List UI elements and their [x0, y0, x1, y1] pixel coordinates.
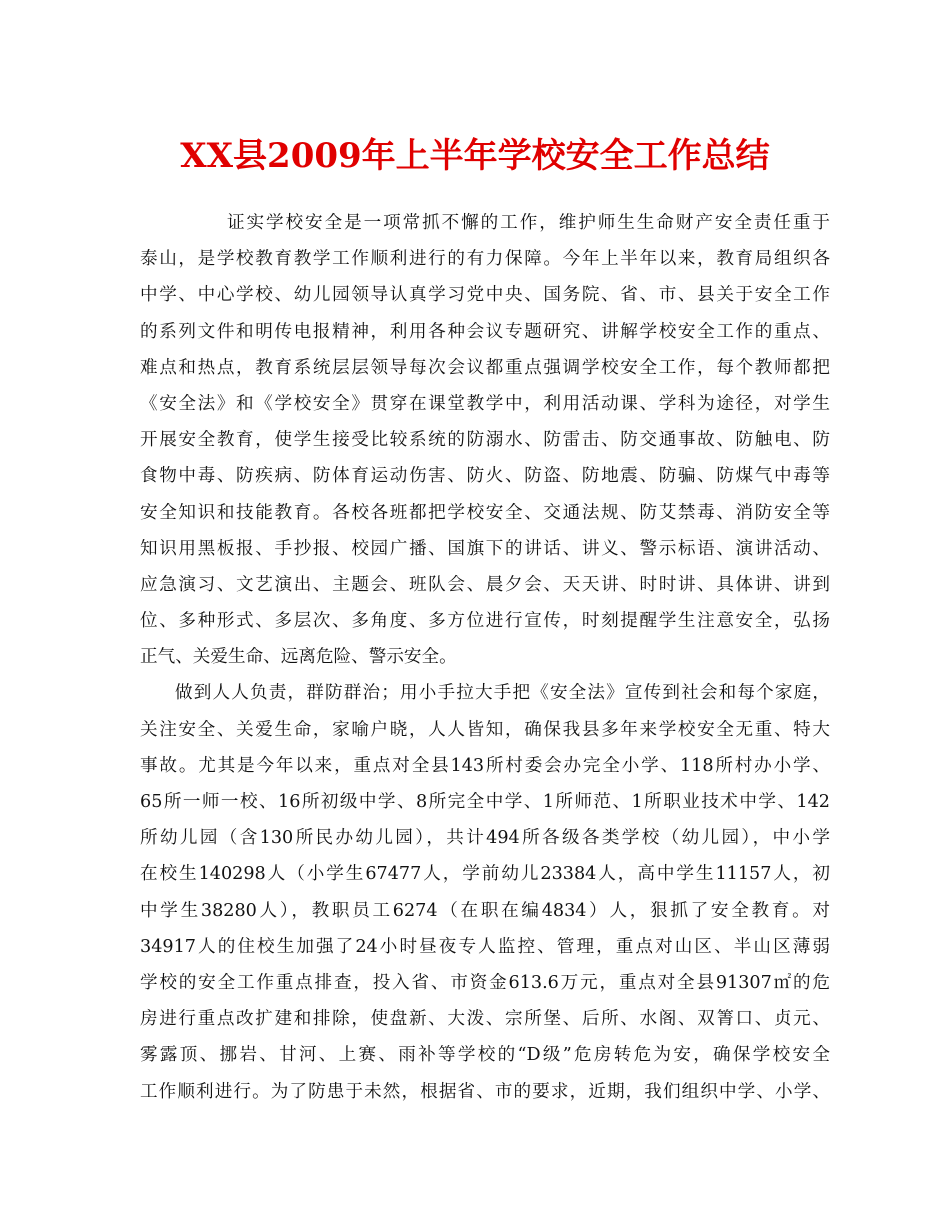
text-line: 食物中毒、防疾病、防体育运动伤害、防火、防盗、防地震、防骗、防煤气中毒等 [140, 466, 830, 487]
paragraph-1 [140, 205, 830, 675]
text-line: 34917人的住校生加强了24小时昼夜专人监控、管理，重点对山区、半山区薄弱 [140, 936, 830, 957]
text-line: 65所一师一校、16所初级中学、8所完全中学、1所师范、1所职业技术中学、142 [140, 792, 830, 812]
text-line: 学校的安全工作重点排查，投入省、市资金613.6万元，重点对全县91307㎡的危 [140, 972, 830, 993]
text-line: 事故。尤其是今年以来，重点对全县143所村委会办完全小学、118所村办小学、 [140, 755, 830, 776]
text-line: 房进行重点改扩建和排除，使盘新、大泼、宗所堡、后所、水阁、双箐口、贞元、 [140, 1009, 830, 1030]
text-line: 做到人人负责，群防群治；用小手拉大手把《安全法》宣传到社会和每个家庭， [175, 683, 830, 704]
text-line: 的系列文件和明传电报精神，利用各种会议专题研究、讲解学校安全工作的重点、 [140, 321, 830, 342]
text-line: 位、多种形式、多层次、多角度、多方位进行宣传，时刻提醒学生注意安全，弘扬 [140, 611, 830, 632]
document-body [140, 205, 830, 1110]
text-line: 关注安全、关爱生命，家喻户晓，人人皆知，确保我县多年来学校安全无重、特大 [140, 719, 830, 740]
text-line: 正气、关爱生命、远离危险、警示安全。 [140, 647, 457, 668]
text-line: 泰山，是学校教育教学工作顺利进行的有力保障。今年上半年以来，教育局组织各 [140, 249, 830, 270]
text-line: 难点和热点，教育系统层层领导每次会议都重点强调学校安全工作，每个教师都把 [140, 357, 830, 378]
text-line: 雾露顶、挪岩、甘河、上赛、雨补等学校的“D级”危房转危为安，确保学校安全 [140, 1045, 830, 1066]
text-line: 中学、中心学校、幼儿园领导认真学习党中央、国务院、省、市、县关于安全工作 [140, 285, 830, 306]
text-line: 知识用黑板报、手抄报、校园广播、国旗下的讲话、讲义、警示标语、演讲活动、 [140, 538, 830, 559]
text-line: 在校生140298人（小学生67477人，学前幼儿23384人，高中学生11157人，初 [140, 864, 830, 885]
paragraph-2 [140, 675, 830, 1109]
text-line: 安全知识和技能教育。各校各班都把学校安全、交通法规、防艾禁毒、消防安全等 [140, 502, 830, 523]
text-line: 《安全法》和《学校安全》贯穿在课堂教学中，利用活动课、学科为途径，对学生 [140, 393, 830, 414]
text-line: 中学生38280人），教职员工6274（在职在编4834）人，狠抓了安全教育。对 [140, 900, 830, 921]
text-line: 所幼儿园（含130所民办幼儿园），共计494所各级各类学校（幼儿园），中小学 [140, 828, 830, 849]
text-line: 工作顺利进行。为了防患于未然，根据省、市的要求，近期，我们组织中学、小学、 [140, 1081, 830, 1102]
text-line: 开展安全教育，使学生接受比较系统的防溺水、防雷击、防交通事故、防触电、防 [140, 430, 830, 451]
text-line: 应急演习、文艺演出、主题会、班队会、晨夕会、天天讲、时时讲、具体讲、讲到 [140, 574, 830, 595]
document-title: XX县2009年上半年学校安全工作总结 [180, 136, 770, 176]
text-line: 证实学校安全是一项常抓不懈的工作，维护师生生命财产安全责任重于 [227, 213, 830, 233]
